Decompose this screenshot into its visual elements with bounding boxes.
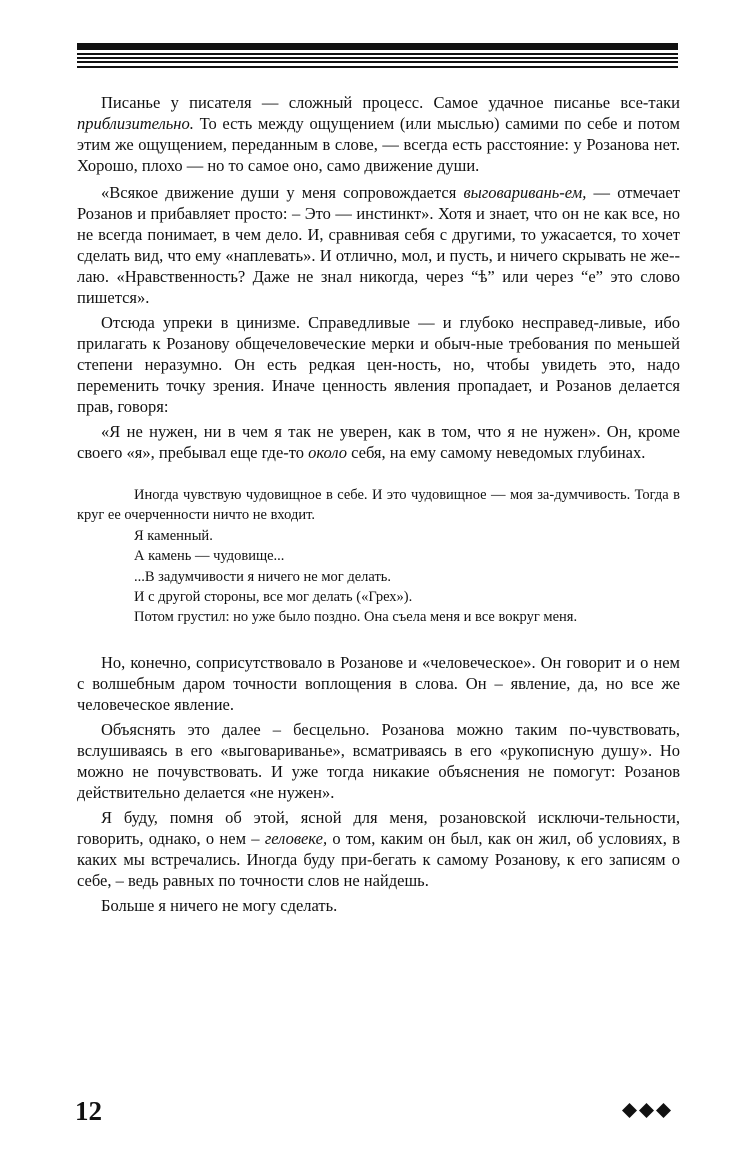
header-rule-thick	[77, 43, 678, 50]
page-body	[77, 92, 680, 916]
italic-run: геловеке,	[264, 828, 328, 848]
italic-run: около	[308, 443, 347, 462]
paragraph: «Я не нужен, ни в чем я так не уверен, как в том, что я не нужен». Он, кроме своего «я», пребывал еще где-то около себя, на ему самому неведомых глубинах.	[77, 422, 680, 462]
diamond-icon	[656, 1103, 671, 1118]
paragraph: «Всякое движение души у меня сопровождается выговаривань-ем, — отмечает Розанов и прибавляет просто: – Это — инстинкт». Хотя и знает, что он не как все, но не всегда понимает, в чем дело. И, сравнивая себя с другими, то ужасается, то хочет сделать вид, что ему «наплевать». И отлично, мол, и пусть, и ничего скрывать не же-лаю. «Нравственность? Даже не знал никогда, через “ѣ” или через “е” это слово пишется».	[77, 183, 680, 307]
header-rule-thin	[77, 57, 678, 59]
diamond-icon	[622, 1103, 637, 1118]
header-rule-thin	[77, 53, 678, 55]
italic-run: выговаривань-ем,	[463, 183, 587, 202]
quote-line: И с другой стороны, все мог делать («Грех»).	[134, 589, 413, 606]
diamond-ornament-icon	[622, 1103, 671, 1118]
block-quote	[77, 485, 680, 628]
paragraph: Но, конечно, соприсутствовало в Розанове и «человеческое». Он говорит и о нем с волшебным даром точности воплощения в слова. Он – явление, да, но все же человеческое явление.	[77, 652, 680, 714]
quote-line: А камень — чудовище...	[134, 548, 285, 565]
diamond-icon	[639, 1103, 654, 1118]
paragraph: Писанье у писателя — сложный процесс. Самое удачное писанье все-таки приблизительно. То есть между ощущением (или мыслью) самими по себе и потом этим же ощущением, переданным в слове, — всегда есть расстояние: у Розанова нет. Хорошо, плохо — но то самое оно, само движение души.	[77, 93, 680, 175]
paragraph: Я буду, помня об этой, ясной для меня, розановской исключи-тельности, говорить, однако, о нем – геловеке, о том, каким он был, как он жил, об условиях, в каких мы встречались. Иногда буду при-бегать к самому Розанову, к его записям о себе, – ведь равных по точности слов не найдешь.	[77, 807, 680, 890]
paragraph: Объяснять это далее – бесцельно. Розанова можно таким по-чувствовать, вслушиваясь в его «выговариванье», всматриваясь в его «рукописную душу». Но можно не почувствовать. И уже тогда никакие объяснения не помогут: Розанов действительно делается «не нужен».	[77, 719, 680, 802]
header-rule-thin	[77, 61, 678, 63]
paragraph: Больше я ничего не могу сделать.	[101, 895, 338, 915]
header-rule-thin	[77, 66, 678, 68]
quote-line: Потом грустил: но уже было поздно. Она съела меня и все вокруг меня.	[134, 609, 578, 626]
paragraph: Отсюда упреки в цинизме. Справедливые — и глубоко несправед-ливые, ибо прилагать к Розанову общечеловеческие мерки и обыч-ные требования по меньшей степени неразумно. Он есть редкая цен-ность, но, чтобы увидеть это, надо переменить точку зрения. Иначе ценность явления пропадает, и Розанов делается прав, говоря:	[77, 313, 680, 416]
quote-line: Иногда чувствую чудовищное в себе. И это чудовищное — моя за-думчивость. Тогда в круг ее очерченности ничто не входит.	[77, 487, 680, 524]
page-number: 12	[75, 1096, 102, 1126]
italic-run: приблизительно.	[77, 114, 194, 133]
quote-line: ...В задумчивости я ничего не мог делать.	[134, 568, 392, 585]
quote-line: Я каменный.	[134, 527, 213, 544]
